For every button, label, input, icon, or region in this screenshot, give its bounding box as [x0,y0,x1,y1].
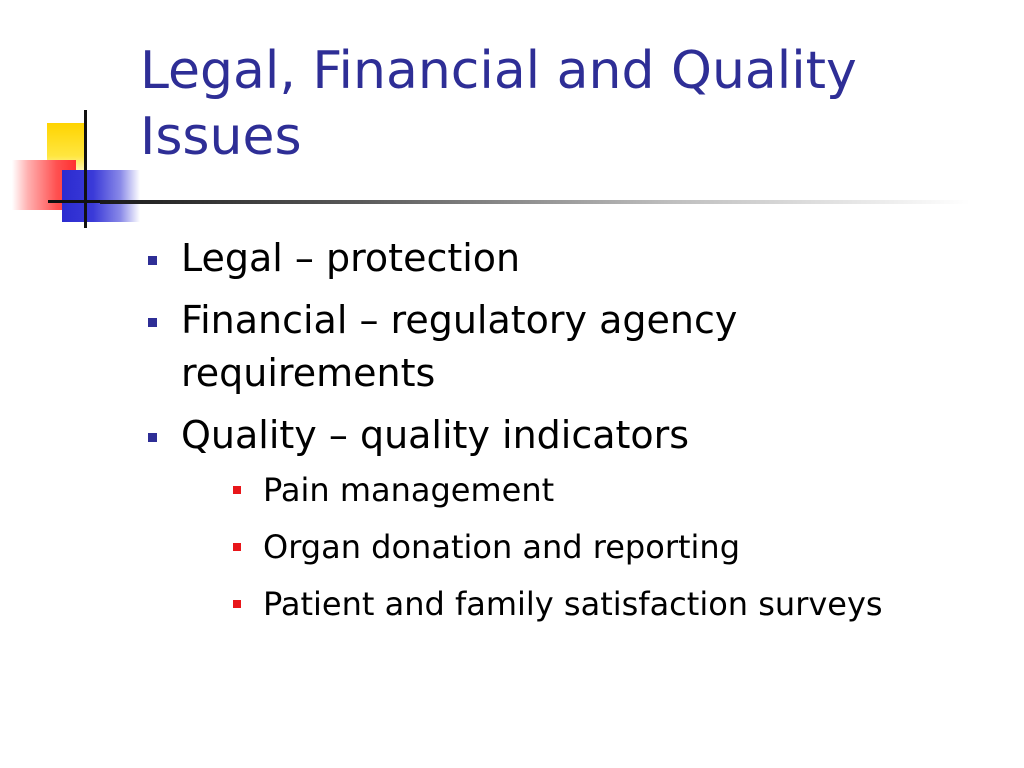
bullet-text: Quality – quality indicators [181,413,690,457]
bullet-item-legal [145,232,985,285]
blue-square-shape [62,170,140,222]
bullet-list [145,232,985,642]
sub-bullet-list [181,462,985,633]
sub-bullet-item-organ-donation [181,519,985,576]
horizontal-rule-shape [48,200,108,203]
small-square-bullet-icon [233,543,241,551]
square-bullet-icon [148,256,157,265]
bullet-item-financial [145,294,985,400]
vertical-rule-shape [84,110,87,228]
small-square-bullet-icon [233,486,241,494]
small-square-bullet-icon [233,600,241,608]
sub-bullet-item-satisfaction-surveys [181,576,985,633]
sub-bullet-text: Organ donation and reporting [263,528,740,566]
title-underline-rule [100,200,970,204]
bullet-text: Financial – regulatory agency requirements [181,298,738,395]
square-bullet-icon [148,318,157,327]
sub-bullet-item-pain-management [181,462,985,519]
slide-title: Legal, Financial and Quality Issues [140,41,857,167]
bullet-text: Legal – protection [181,236,521,280]
sub-bullet-text: Pain management [263,471,555,509]
sub-bullet-text: Patient and family satisfaction surveys [263,585,883,623]
bullet-item-quality [145,409,985,633]
square-bullet-icon [148,433,157,442]
